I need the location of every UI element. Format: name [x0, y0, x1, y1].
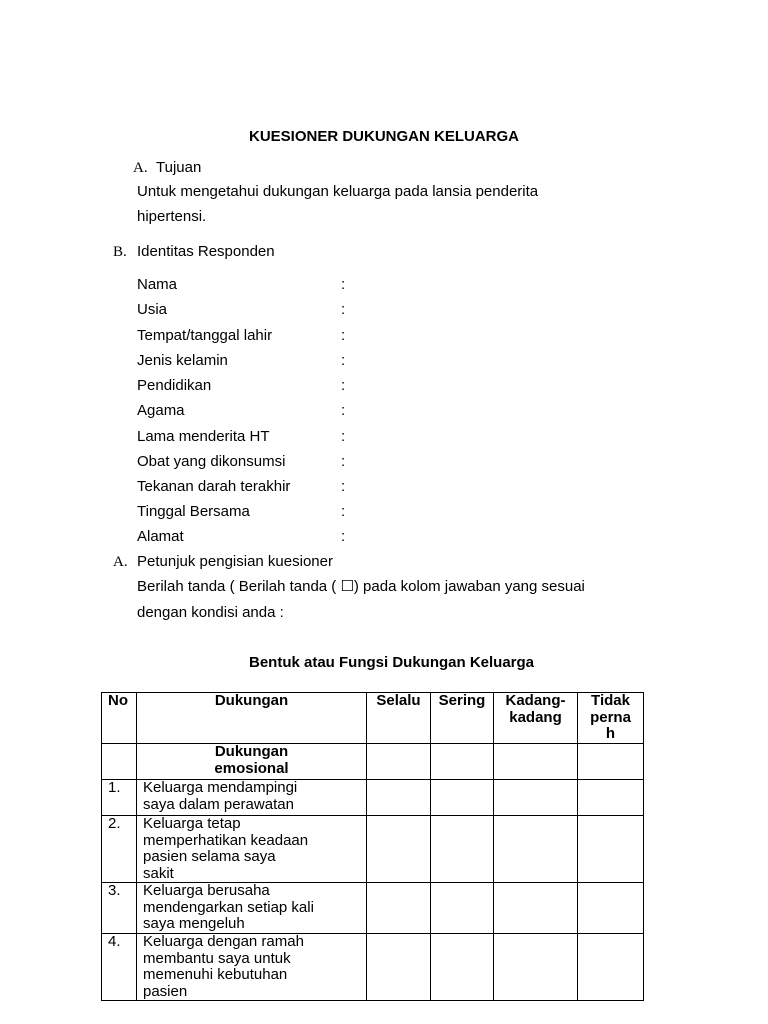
- field-label-tempat-tanggal-lahir: Tempat/tanggal lahir: [137, 327, 273, 344]
- answer-cell-kadang[interactable]: [494, 883, 578, 934]
- field-label-obat: Obat yang dikonsumsi: [137, 453, 286, 470]
- table-row: [102, 883, 644, 934]
- section-c-text-line2: dengan kondisi anda :: [137, 604, 284, 621]
- answer-cell-tidak-pernah[interactable]: [578, 934, 644, 1001]
- header-selalu: Selalu: [367, 693, 431, 744]
- row-statement-line: saya mengeluh: [143, 915, 245, 932]
- field-colon: :: [341, 503, 346, 520]
- field-label-alamat: Alamat: [137, 528, 184, 545]
- section-c-text-line1: Berilah tanda ( Berilah tanda ( ☐) pada kolom jawaban yang sesuai: [137, 578, 585, 595]
- answer-cell-selalu[interactable]: [367, 883, 431, 934]
- table-row: [102, 934, 644, 1001]
- field-colon: :: [341, 478, 346, 495]
- header-kadang-kadang: [494, 693, 578, 744]
- section-label-emosional: [137, 744, 367, 780]
- row-statement-line: sakit: [143, 864, 174, 882]
- table-row: [102, 780, 644, 816]
- row-statement: [137, 816, 367, 883]
- answer-cell-kadang[interactable]: [494, 816, 578, 883]
- header-no: No: [102, 693, 137, 744]
- field-label-tekanan-darah: Tekanan darah terakhir: [137, 478, 291, 495]
- field-label-pendidikan: Pendidikan: [137, 377, 212, 394]
- answer-cell-kadang[interactable]: [494, 744, 578, 780]
- field-label-nama: Nama: [137, 276, 178, 293]
- field-colon: :: [341, 453, 346, 470]
- header-tidak-line1: Tidak: [591, 692, 630, 709]
- answer-cell-sering[interactable]: [431, 883, 494, 934]
- row-statement-line: memperhatikan keadaan: [143, 831, 309, 849]
- field-label-agama: Agama: [137, 402, 185, 419]
- section-b-heading: Identitas Responden: [137, 243, 275, 260]
- header-tidak-line2: perna: [590, 708, 631, 726]
- answer-cell-sering[interactable]: [431, 934, 494, 1001]
- field-colon: :: [341, 377, 346, 394]
- row-statement-line: mendengarkan setiap kali: [143, 898, 314, 916]
- row-number: 2.: [102, 816, 137, 883]
- header-kadang-line2: kadang: [509, 708, 562, 726]
- answer-cell-kadang[interactable]: [494, 780, 578, 816]
- row-number: 1.: [102, 780, 137, 816]
- row-statement-line: pasien: [143, 982, 188, 1000]
- row-statement-line: Keluarga tetap: [143, 815, 241, 832]
- row-statement-line: pasien selama saya: [143, 848, 276, 865]
- field-colon: :: [341, 528, 346, 545]
- header-tidak-pernah: [578, 693, 644, 744]
- answer-cell-sering[interactable]: [431, 816, 494, 883]
- field-colon: :: [341, 327, 346, 344]
- field-colon: :: [341, 276, 346, 293]
- row-statement-line: Keluarga mendampingi: [143, 779, 298, 796]
- section-a-text-line1: Untuk mengetahui dukungan keluarga pada lansia penderita: [137, 183, 539, 200]
- answer-cell-selalu[interactable]: [367, 744, 431, 780]
- header-sering: Sering: [431, 693, 494, 744]
- answer-cell-tidak-pernah[interactable]: [578, 816, 644, 883]
- page-title: KUESIONER DUKUNGAN KELUARGA: [248, 128, 519, 145]
- header-tidak-line3: h: [605, 725, 616, 742]
- cell-empty: [102, 744, 137, 780]
- row-statement: [137, 883, 367, 934]
- table-row: [102, 816, 644, 883]
- section-a-marker: A.: [133, 160, 148, 176]
- support-table: [101, 692, 644, 1001]
- section-label-line1: Dukungan: [214, 743, 289, 760]
- answer-cell-kadang[interactable]: [494, 934, 578, 1001]
- row-statement-line: Keluarga dengan ramah: [143, 933, 304, 950]
- answer-cell-selalu[interactable]: [367, 816, 431, 883]
- answer-cell-tidak-pernah[interactable]: [578, 780, 644, 816]
- section-a-text-line2: hipertensi.: [137, 208, 207, 225]
- answer-cell-tidak-pernah[interactable]: [578, 883, 644, 934]
- section-b-marker: B.: [113, 244, 127, 260]
- field-label-jenis-kelamin: Jenis kelamin: [137, 352, 228, 369]
- row-statement: [137, 780, 367, 816]
- table-section-row: [102, 744, 644, 780]
- field-label-lama-menderita-ht: Lama menderita HT: [137, 428, 270, 445]
- answer-cell-selalu[interactable]: [367, 780, 431, 816]
- row-statement: [137, 934, 367, 1001]
- header-kadang-line1: Kadang-: [505, 692, 566, 709]
- row-number: 3.: [102, 883, 137, 934]
- row-number: 4.: [102, 934, 137, 1001]
- row-statement-line: membantu saya untuk: [143, 949, 291, 967]
- field-colon: :: [341, 428, 346, 445]
- table-header-row: [102, 693, 644, 744]
- answer-cell-selalu[interactable]: [367, 934, 431, 1001]
- section-label-line2: emosional: [214, 759, 289, 777]
- field-colon: :: [341, 301, 346, 318]
- answer-cell-sering[interactable]: [431, 780, 494, 816]
- row-statement-line: memenuhi kebutuhan: [143, 966, 288, 983]
- answer-cell-tidak-pernah[interactable]: [578, 744, 644, 780]
- field-colon: :: [341, 402, 346, 419]
- section-c-heading: Petunjuk pengisian kuesioner: [137, 553, 333, 570]
- header-dukungan: Dukungan: [137, 693, 367, 744]
- row-statement-line: saya dalam perawatan: [143, 795, 294, 813]
- table-title: Bentuk atau Fungsi Dukungan Keluarga: [248, 654, 535, 671]
- answer-cell-sering[interactable]: [431, 744, 494, 780]
- field-colon: :: [341, 352, 346, 369]
- section-c-marker: A.: [113, 554, 128, 570]
- section-a-heading: Tujuan: [156, 159, 202, 176]
- field-label-tinggal-bersama: Tinggal Bersama: [137, 503, 250, 520]
- field-label-usia: Usia: [137, 301, 168, 318]
- row-statement-line: Keluarga berusaha: [143, 882, 270, 899]
